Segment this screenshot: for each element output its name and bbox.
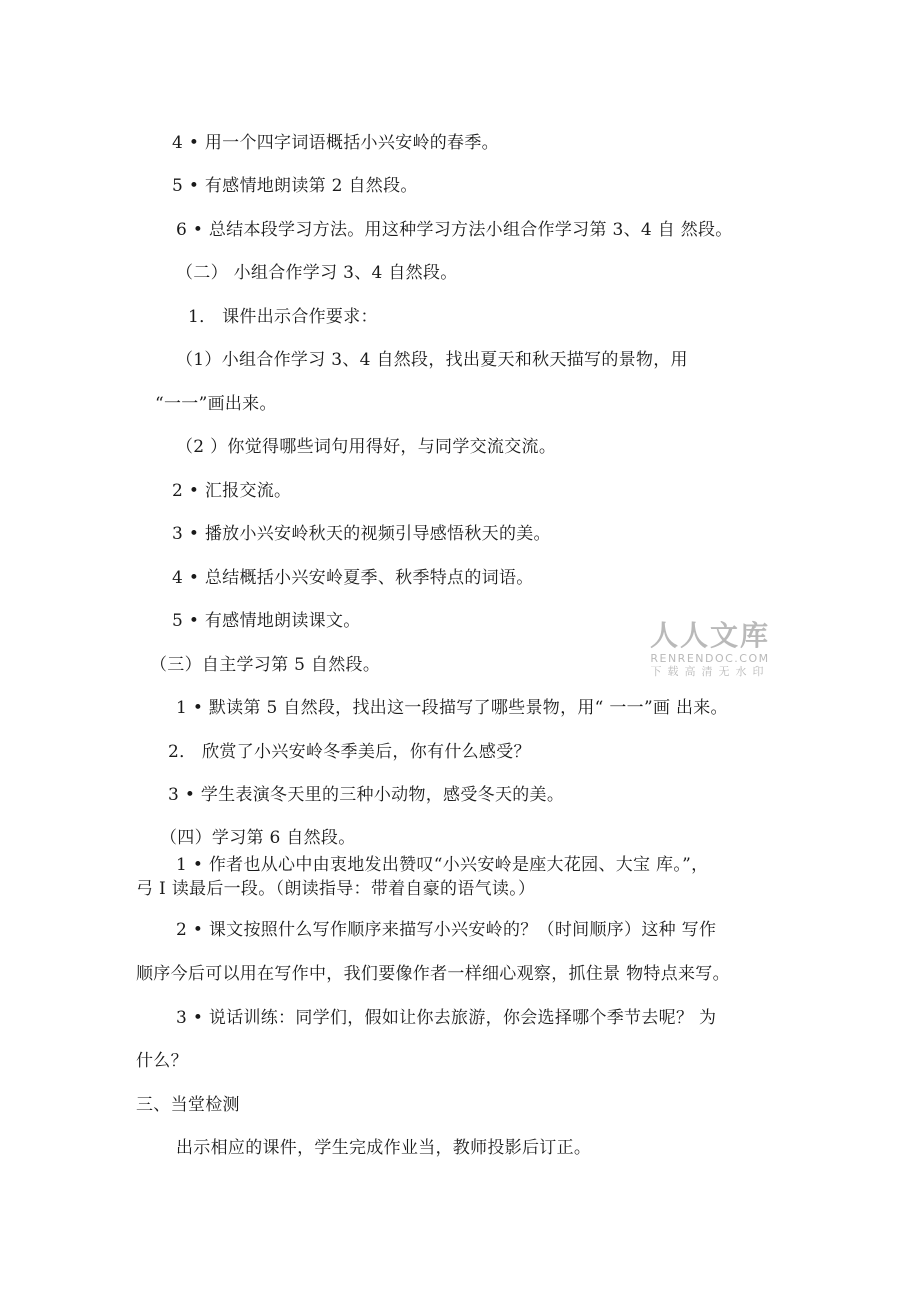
section-heading: 三、当堂检测 — [136, 1095, 240, 1115]
watermark — [645, 620, 775, 679]
text-line: 顺序今后可以用在写作中，我们要像作者一样细心观察，抓住景 物特点来写。 — [136, 964, 730, 984]
text-line: 弓 I 读最后一段。（朗读指导：带着自豪的语气读。） — [136, 879, 536, 899]
text-line: 4 • 总结概括小兴安岭夏季、秋季特点的词语。 — [172, 568, 534, 588]
text-line: 4 • 用一个四字词语概括小兴安岭的春季。 — [172, 133, 499, 153]
text-line: 3 • 说话训练：同学们，假如让你去旅游，你会选择哪个季节去呢？ 为 — [176, 1008, 717, 1028]
section-heading: （二） 小组合作学习 3、4 自然段。 — [176, 263, 458, 283]
text-line: 出示相应的课件，学生完成作业当，教师投影后订正。 — [176, 1138, 592, 1158]
text-line: 3 • 学生表演冬天里的三种小动物，感受冬天的美。 — [168, 785, 565, 805]
section-heading: （三）自主学习第 5 自然段。 — [150, 655, 381, 675]
text-line: 1． 课件出示合作要求： — [188, 307, 378, 327]
text-line: “一一”画出来。 — [155, 394, 277, 414]
text-line: 5 • 有感情地朗读第 2 自然段。 — [172, 176, 418, 196]
text-line: 2 • 课文按照什么写作顺序来描写小兴安岭的？（时间顺序）这种 写作 — [176, 920, 717, 940]
text-line: 1 • 默读第 5 自然段，找出这一段描写了哪些景物，用“ 一一”画 出来。 — [176, 698, 728, 718]
section-heading: （四）学习第 6 自然段。 — [160, 828, 356, 848]
watermark-subtitle: 下载高清无水印 — [650, 665, 770, 678]
text-line: 6 • 总结本段学习方法。用这种学习方法小组合作学习第 3、4 自 然段。 — [176, 220, 733, 240]
text-line: （1）小组合作学习 3、4 自然段，找出夏天和秋天描写的景物，用 — [176, 350, 688, 370]
watermark-title: 人人文库 — [649, 619, 770, 652]
text-line: 5 • 有感情地朗读课文。 — [172, 611, 361, 631]
text-line: （2 ）你觉得哪些词句用得好，与同学交流交流。 — [176, 437, 557, 457]
text-line: 3 • 播放小兴安岭秋天的视频引导感悟秋天的美。 — [172, 524, 551, 544]
text-line: 什么？ — [136, 1051, 188, 1071]
text-line: 1 • 作者也从心中由衷地发出赞叹“小兴安岭是座大花园、大宝 库。”， — [176, 855, 709, 875]
text-line: 2 • 汇报交流。 — [172, 481, 292, 501]
text-line: 2． 欣赏了小兴安岭冬季美后，你有什么感受？ — [168, 742, 531, 762]
watermark-url: RENRENDOC.COM — [650, 652, 770, 665]
